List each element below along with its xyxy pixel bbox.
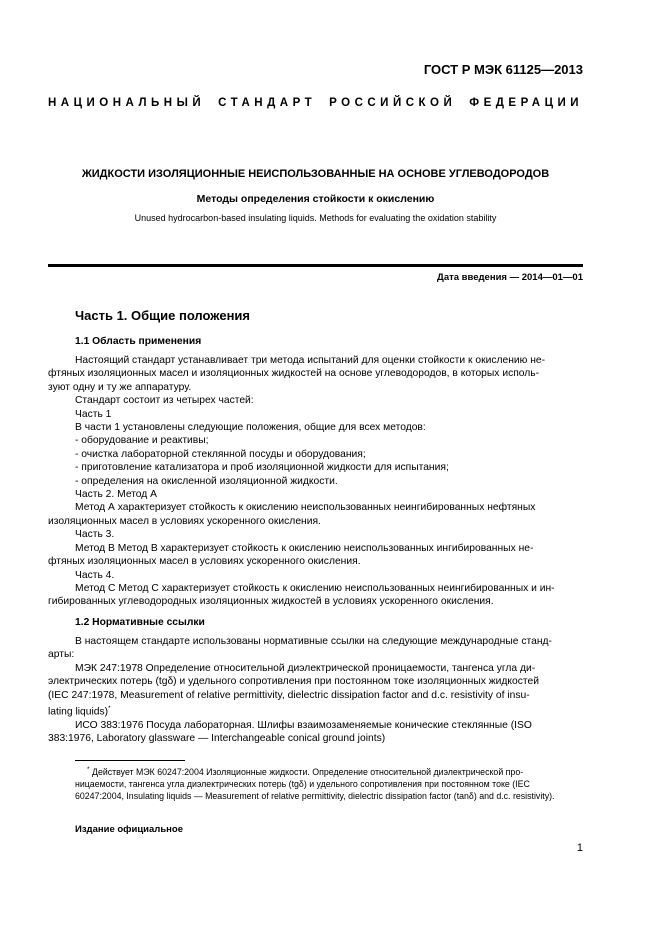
scope-text [48, 354, 583, 609]
text-line: фтяных изоляционных масел и изоляционных жидкостей на основе углеводородов, в которых исполь- [48, 368, 540, 380]
text-line: ИСО 383:1976 Посуда лабораторная. Шлифы взаимозаменяемые конические стеклянные (ISO [75, 719, 532, 731]
section-references [75, 616, 583, 629]
text-line: Стандарт состоит из четырех частей: [75, 395, 254, 407]
list-item: - приготовление катализатора и проб изоляционной жидкости для испытания; [75, 462, 449, 474]
text-line: Часть 2. Метод А [75, 489, 158, 501]
standard-subtitle: Методы определения стойкости к окислению [196, 193, 435, 205]
edition-label: Издание официальное [75, 824, 183, 835]
references-text [48, 635, 583, 746]
text-line: В настоящем стандарте использованы нормативные ссылки на следующие международные станд- [75, 636, 552, 647]
page-number: 1 [576, 842, 583, 854]
footnote-line [75, 764, 583, 778]
text-line: Метод А характеризует стойкость к окислению неиспользованных неингибированных нефтяных [75, 502, 536, 514]
section-scope [75, 335, 583, 348]
text-line: В части 1 установлены следующие положения, общие для всех методов: [75, 422, 426, 434]
footnote [75, 764, 583, 802]
footnote-divider [75, 760, 185, 761]
text-line: (IEC 247:1978, Measurement of relative permittivity, dielectric dissipation factor and d.c. resistivity of insu- [48, 689, 530, 701]
text-line: 383:1976, Laboratory glassware — Interchangeable conical ground joints) [48, 733, 386, 745]
text-line-content: lating liquids) [48, 706, 109, 718]
footnote-mark: * [87, 766, 90, 773]
standard-title: ЖИДКОСТИ ИЗОЛЯЦИОННЫЕ НЕИСПОЛЬЗОВАННЫЕ НА ОСНОВЕ УГЛЕВОДОРОДОВ [81, 168, 550, 180]
footnote-line: ницаемости, тангенса угла диэлектрических потерь (tgδ) и удельного сопротивления при постоянном токе (IEC [75, 778, 530, 789]
text-line [48, 702, 583, 719]
text-line: Метод С Метод С характеризует стойкость к окислению неиспользованных неингибированных и ин- [75, 582, 555, 594]
title-divider [48, 264, 583, 267]
footnote-mark: * [108, 705, 111, 713]
list-item: - очистка лабораторной стеклянной посуды и оборудования; [75, 448, 366, 460]
section-heading-scope: 1.1 Область применения [75, 336, 202, 347]
text-line: арты: [48, 649, 75, 661]
text-line: фтяных изоляционных масел в условиях ускоренного окисления. [48, 556, 361, 568]
text-line: зуют одну и ту же аппаратуру. [48, 381, 192, 393]
footnote-line-content: Действует МЭК 60247:2004 Изоляционные жидкости. Определение относительной диэлектрической про- [91, 766, 524, 777]
english-title: Unused hydrocarbon-based insulating liquids. Methods for evaluating the oxidation stability [134, 213, 497, 223]
footnote-line: 60247:2004, Insulating liquids — Measurement of relative permittivity, dielectric dissipation factor (tanδ) and d.c. resistivity). [75, 790, 555, 801]
introduction-date: Дата введения — 2014—01—01 [437, 272, 583, 283]
text-line: Часть 4. [75, 569, 115, 581]
text-line: гибированных углеводородных изоляционных жидкостей в условиях ускоренного окисления. [48, 596, 494, 608]
text-line: Настоящий стандарт устанавливает три метода испытаний для оценки стойкости к окислению не- [75, 355, 546, 366]
text-line: МЭК 247:1978 Определение относительной диэлектрической проницаемости, тангенса угла ди- [75, 662, 536, 674]
list-item: - оборудование и реактивы; [75, 435, 209, 447]
text-line: Часть 1 [75, 408, 112, 420]
list-item: - определения на окисленной изоляционной жидкости. [75, 475, 338, 487]
text-line: Часть 3. [75, 529, 115, 541]
section-heading-references: 1.2 Нормативные ссылки [75, 617, 205, 628]
national-standard-banner: НАЦИОНАЛЬНЫЙ СТАНДАРТ РОССИЙСКОЙ ФЕДЕРАЦИИ [48, 97, 583, 109]
text-line: изоляционных масел в условиях ускоренного окисления. [48, 515, 321, 527]
document-number: ГОСТ Р МЭК 61125—2013 [423, 62, 583, 77]
text-line: Метод В Метод В характеризует стойкость к окислению неиспользованных ингибированных не- [75, 542, 534, 554]
part-heading: Часть 1. Общие положения [75, 308, 250, 323]
text-line: электрических потерь (tgδ) и удельного сопротивления при постоянном токе изоляционных жидкостей [48, 676, 539, 688]
